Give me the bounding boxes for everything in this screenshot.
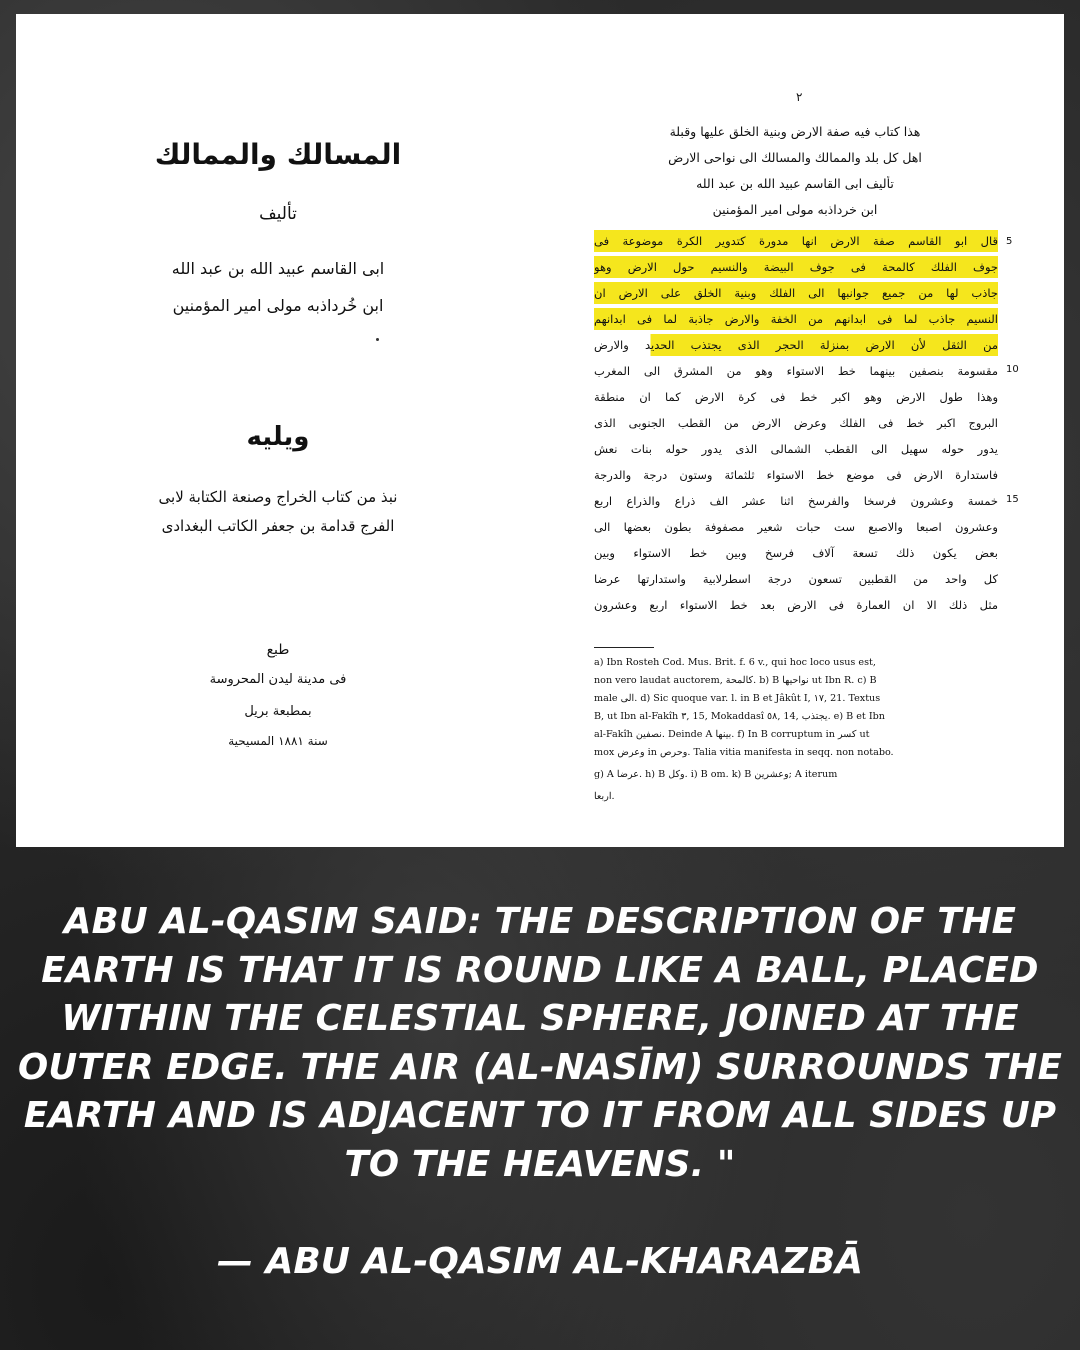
book-scan: [16, 14, 1064, 847]
body-line: مثل ذلك الا ان العمارة فى الارض بعد خط الاستواء اربع وعشرون: [594, 598, 998, 612]
body-line-partially-highlighted: من الثقل لأن الارض بمنزلة الحجر الذى يجتذب الحديد والارض: [594, 334, 998, 356]
quote-text: ABU AL-QASIM SAID: THE DESCRIPTION OF THE EARTH IS THAT IT IS ROUND LIKE A BALL, PLACED WITHIN THE CELESTIAL SPHERE, JOINED AT THE OUTER EDGE. THE AIR (AL-NASĪM) SURROUNDS THE EARTH AND IS ADJACENT TO IT FROM ALL SIDES UP TO THE HEAVENS. ": [17, 901, 1063, 1185]
footnote-line: g) A عرضا. h) B وكل. i) B om. k) B وعشرين; A iterum: [594, 769, 838, 780]
body-line-highlighted: جاذب لها من جميع جوانبها الى الفلك وبنية الخلق على الارض ان: [594, 282, 998, 304]
footnote-line: B, ut Ibn al-Fakîh ٣, 15, Mokaddasî ٥٨, 14, يجتذب. e) B et Ibn: [594, 711, 885, 722]
footnote-line: اربعا.: [594, 791, 615, 802]
body-line: خمسة وعشرون فرسخا والفرسخ اثنا عشر الف ذراع والذراع اربع: [594, 494, 998, 508]
body-line: وعشرون اصبعا والاصبع ست حبات شعير مصفوفة بطون بعضها الى: [594, 520, 998, 534]
line-number: 10: [1006, 364, 1019, 375]
speck: [376, 338, 379, 341]
heading-line: اهل كل بلد والممالك والمسالك الى نواحى الارض: [668, 150, 922, 165]
book-title: المسالك والممالك: [154, 138, 402, 171]
body-line-highlighted: النسيم جاذب لما فى ابدانهم من الخفة والارض جاذبة لما فى ابدانهم: [594, 308, 998, 330]
extract-line-2: الفرج قدامة بن جعفر الكاتب البغدادى: [161, 517, 395, 535]
body-line: بعض يكون ذلك تسعة آلاف فرسخ وبين خط الاستواء وبين: [594, 546, 998, 560]
footnote-line: non vero laudat auctorem, كالمحة. b) B نواحيها ut Ibn R. c) B: [594, 675, 877, 686]
footnote-line: male الى. d) Sic quoque var. l. in B et Jâkût I, ١٧, 21. Textus: [594, 693, 881, 704]
author-label: تأليف: [259, 204, 297, 224]
line-number: 15: [1006, 494, 1019, 505]
title-page: [16, 14, 540, 847]
body-line: يدور حوله سهيل الى القطب الشمالى الذى يدور حوله بنات نعش: [594, 442, 998, 456]
body-line: فاستدارة الارض فى موضع خط الاستواء ثلثمائة وستون درجة والدرجة: [594, 468, 998, 482]
print-press: بمطبعة بريل: [244, 704, 312, 719]
footnote-line: al-Fakîh نصفين. Deinde A بينها. f) In B corruptum in كسر ut: [594, 729, 870, 740]
author-line-2: ابن خُرداذبه مولى امير المؤمنين: [172, 296, 384, 315]
extract-line-1: نبذ من كتاب الخراج وصنعة الكتابة لابى: [158, 488, 398, 506]
footnote-line: a) Ibn Rosteh Cod. Mus. Brit. f. 6 v., qui hoc loco usus est,: [594, 657, 876, 668]
print-year: سنة ١٨٨١ المسيحية: [228, 734, 328, 748]
heading-line: تأليف ابى القاسم عبيد الله بن عبد الله: [696, 176, 894, 191]
body-line-highlighted: جوف الفلك كالمحة فى جوف البيضة والنسيم حول الارض وهو: [594, 256, 998, 278]
body-line: مقسومة بنصفين بينهما خط الاستواء وهو من المشرق الى المغرب: [594, 364, 998, 378]
body-line-highlighted: قال ابو القاسم صفة الارض انها مدورة كتدوير الكرة موضوعة فى: [594, 230, 998, 252]
footnote-divider: [594, 647, 654, 648]
body-line: كل واحد من القطبين تسعون درجة اسطرلابية واستدارتها عرضا: [594, 572, 998, 586]
heading-line: هذا كتاب فيه صفة الارض وبنية الخلق عليها وقبلة: [669, 124, 921, 139]
print-city: فى مدينة ليدن المحروسة: [209, 672, 347, 687]
author-line-1: ابى القاسم عبيد الله بن عبد الله: [171, 259, 385, 278]
page-number: ٢: [796, 90, 803, 104]
text-page: [540, 14, 1064, 847]
body-line: البروج اكبر خط فى الفلك وعرض الارض من القطب الجنوبى الذى: [594, 416, 998, 430]
heading-line: ابن خرداذبه مولى امير المؤمنين: [712, 202, 878, 217]
footnote-line: mox وعرض in وحرص. Talia vitia manifesta in seqq. non notabo.: [594, 747, 894, 758]
printed-label: طبع: [266, 642, 290, 658]
body-line: وهذا طول الارض وهو اكبر خط فى كرة الارض كما ان منطقة: [594, 390, 998, 404]
quote-attribution: — ABU AL-QASIM AL-KHARAZBĀ: [216, 1241, 864, 1282]
line-number: 5: [1006, 236, 1013, 247]
followed-by-heading: ويليه: [246, 422, 310, 452]
